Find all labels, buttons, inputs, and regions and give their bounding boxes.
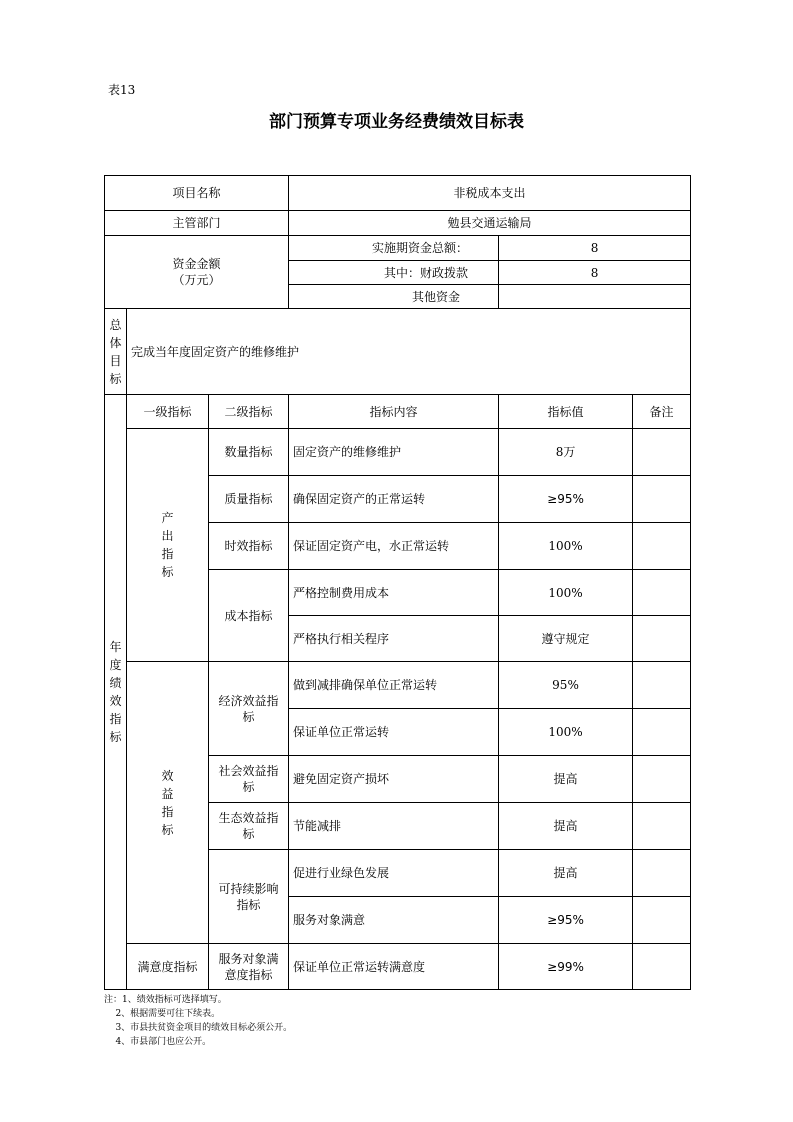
overall-goal-label: 总体目标 [109,317,122,386]
sustainable-impact-value: 提高 [499,850,633,897]
social-benefit-label: 社会效益指标 [209,756,289,803]
ecological-benefit-note [633,803,691,850]
project-name-label: 项目名称 [105,176,289,211]
footnote-line: 4、市县部门也应公开。 [104,1037,212,1047]
funds-label: 资金金额 [172,257,221,271]
economic-benefit-content: 做到减排确保单位正常运转 [289,662,499,709]
footnotes [104,993,292,1049]
cost-indicator-content: 严格执行相关程序 [289,616,499,662]
benefit-indicators-label-cell [127,662,209,944]
ecological-benefit-label: 生态效益指标 [209,803,289,850]
economic-benefit-note [633,709,691,756]
sustainable-impact-note [633,897,691,944]
sustainable-impact-content: 促进行业绿色发展 [289,850,499,897]
social-benefit-note [633,756,691,803]
cost-indicator-value: 遵守规定 [499,616,633,662]
output-indicators-label: 产出指标 [161,511,174,579]
project-name-row [105,176,691,211]
header-level2: 二级指标 [209,395,289,429]
ecological-benefit-value: 提高 [499,803,633,850]
footnote-line: 2、根据需要可往下续表。 [104,1009,221,1019]
cost-indicator-value: 100% [499,570,633,616]
economic-benefit-label: 经济效益指标 [209,662,289,756]
header-content: 指标内容 [289,395,499,429]
output-indicators-label-cell [127,429,209,662]
social-benefit-value: 提高 [499,756,633,803]
timeliness-indicator-content: 保证固定资产电，水正常运转 [289,523,499,570]
footnote-line: 注：1、绩效指标可选择填写。 [104,995,227,1005]
funds-fiscal-label: 其中：财政拨款 [289,261,499,285]
overall-goal-label-cell [105,309,127,395]
quality-indicator-label: 质量指标 [209,476,289,523]
ecological-benefit-content: 节能减排 [289,803,499,850]
annual-indicators-label: 年度绩效指标 [109,640,122,744]
quantity-indicator-note [633,429,691,476]
annual-indicators-label-cell [105,395,127,990]
timeliness-indicator-value: 100% [499,523,633,570]
satisfaction-indicator-label: 满意度指标 [127,944,209,990]
timeliness-indicator-note [633,523,691,570]
performance-table [104,175,691,990]
economic-benefit-note [633,662,691,709]
department-row [105,211,691,236]
cost-indicator-note [633,570,691,616]
cost-indicator-content: 严格控制费用成本 [289,570,499,616]
cost-indicator-note [633,616,691,662]
funds-other-value [499,285,691,309]
sustainable-impact-value: ≥95% [499,897,633,944]
satisfaction-note [633,944,691,990]
project-name-value: 非税成本支出 [289,176,691,211]
social-benefit-content: 避免固定资产损坏 [289,756,499,803]
table-row [105,429,691,476]
quality-indicator-value: ≥95% [499,476,633,523]
header-value: 指标值 [499,395,633,429]
overall-goal-row [105,309,691,395]
satisfaction-value: ≥99% [499,944,633,990]
department-label: 主管部门 [105,211,289,236]
footnote-line: 3、市县扶贫资金项目的绩效目标必须公开。 [104,1023,293,1033]
funds-total-row [105,236,691,261]
funds-label-cell [105,236,289,309]
header-level1: 一级指标 [127,395,209,429]
funds-fiscal-value: 8 [499,261,691,285]
page-title: 部门预算专项业务经费绩效目标表 [269,112,524,132]
table-row [105,944,691,990]
header-row [105,395,691,429]
timeliness-indicator-label: 时效指标 [209,523,289,570]
satisfaction-sub-label: 服务对象满意度指标 [209,944,289,990]
table-row [105,662,691,709]
cost-indicator-label: 成本指标 [209,570,289,662]
table-number: 表13 [108,83,136,97]
quantity-indicator-label: 数量指标 [209,429,289,476]
funds-unit: （万元） [172,273,221,287]
department-value: 勉县交通运输局 [289,211,691,236]
header-note: 备注 [633,395,691,429]
funds-total-value: 8 [499,236,691,261]
sustainable-impact-content: 服务对象满意 [289,897,499,944]
sustainable-impact-label: 可持续影响指标 [209,850,289,944]
quantity-indicator-value: 8万 [499,429,633,476]
overall-goal-value: 完成当年度固定资产的维修维护 [127,309,691,395]
economic-benefit-value: 95% [499,662,633,709]
satisfaction-content: 保证单位正常运转满意度 [289,944,499,990]
sustainable-impact-note [633,850,691,897]
benefit-indicators-label: 效益指标 [161,768,174,837]
quality-indicator-note [633,476,691,523]
quantity-indicator-content: 固定资产的维修维护 [289,429,499,476]
economic-benefit-value: 100% [499,709,633,756]
economic-benefit-content: 保证单位正常运转 [289,709,499,756]
funds-other-label: 其他资金 [289,285,499,309]
quality-indicator-content: 确保固定资产的正常运转 [289,476,499,523]
funds-total-label: 实施期资金总额： [289,236,499,261]
